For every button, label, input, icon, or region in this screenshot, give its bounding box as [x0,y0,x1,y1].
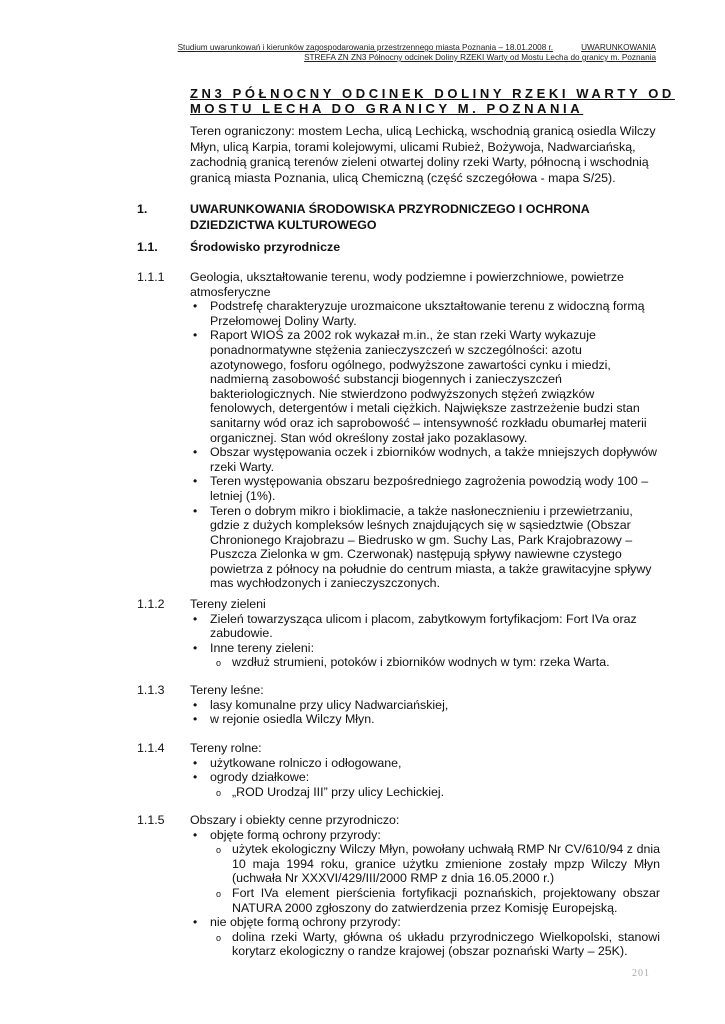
section-1-1-4-number: 1.1.4 [137,741,165,755]
sub-list-item: o wzdłuż strumieni, potoków i zbiorników wodnych w tym: rzeka Warta. [190,655,660,670]
section-1-1-5-list [190,828,660,959]
list-item: • Raport WIOŚ za 2002 rok wykazał m.in., że stan rzeki Warty wykazuje ponadnormatywne stężenia zanieczyszczeń w szczególności: azotu azotynowego, fosforu ogólnego, podwyższone zawartości cynku i miedzi, nadmierną zasobowość substancji biogennych i zanieczyszczeń bakteriologicznych. Nie stwierdzono podwyższonych stężeń związków fenolowych, detergentów i metali ciężkich. Największe zastrzeżenie budzi stan sanitarny wód oraz ich saprobowość – intensywność rozkładu obumarłej materii organicznej. Stan wód określony został jako pozaklasowy. [190,328,660,445]
section-1-1-4 [190,741,660,799]
section-1-1-1-title: Geologia, ukształtowanie terenu, wody podziemne i powierzchniowe, powietrze atmosferyczne [190,270,624,299]
list-item: • lasy komunalne przy ulicy Nadwarciańskiej, [190,698,660,713]
section-1-1-1 [190,270,660,591]
section-1-1-number: 1.1. [137,240,158,254]
list-item: • Obszar występowania oczek i zbiorników wodnych, a także mniejszych dopływów rzeki Warty. [190,445,660,474]
list-item: • Inne tereny zieleni: o wzdłuż strumieni, potoków i zbiorników wodnych w tym: rzeka Warta. [190,641,660,670]
section-1-1-2-title: Tereny zieleni [190,597,266,611]
section-1-1-3 [190,683,660,727]
area-boundary-description: Teren ograniczony: mostem Lecha, ulicą Lechicką, wschodnią granicą osiedla Wilczy Młyn, ulicą Karpia, torami kolejowymi, ulicami Rubież, Bożywoja, Nadwarciańską, zachodnią granicą terenów zieleni otwartej doliny rzeki Warty, północną i wschodnią granicą miasta Poznania, ulicą Chemiczną (część szczegółowa - mapa S/25). [190,124,656,185]
section-1-1-2 [190,597,660,670]
section-1-1-2-number: 1.1.2 [137,597,165,611]
section-1-1-3-title: Tereny leśne: [190,683,264,697]
unprotected-sites-sublist [190,930,660,959]
section-1-1-1-list [190,299,660,591]
sub-list-item: o Fort IVa element pierścienia fortyfikacji poznańskich, projektowany obszar NATURA 2000 zgłoszony do zatwierdzenia przez Komisję Europejską. [190,886,660,915]
section-1-1-3-number: 1.1.3 [137,683,165,697]
list-item: • użytkowane rolniczo i odłogowane, [190,756,660,771]
section-1-1-5-number: 1.1.5 [137,813,165,827]
section-1-number: 1. [137,202,148,216]
header-line-2: STREFA ZN ZN3 Północny odcinek Doliny RZEKI Warty od Mostu Lecha do granicy m. Poznania [304,53,656,62]
sub-list-item: o dolina rzeki Warty, główna oś układu przyrodniczego Wielkopolski, stanowi korytarz ekologiczny o randze krajowej (obszar poznański Warty – 25K). [190,930,660,959]
section-1-1-2-list [190,612,660,670]
list-item: • nie objęte formą ochrony przyrody: o dolina rzeki Warty, główna oś układu przyrodniczego Wielkopolski, stanowi korytarz ekologiczny o randze krajowej (obszar poznański Warty – 25K). [190,915,660,959]
list-item: • Podstrefę charakteryzuje urozmaicone ukształtowanie terenu z widoczną formą Przełomowej Doliny Warty. [190,299,660,328]
list-item: • Teren o dobrym mikro i bioklimacie, a także nasłonecznieniu i przewietrzaniu, gdzie z dużych kompleksów leśnych znajdujących się w sąsiedztwie (Obszar Chronionego Krajobrazu – Biedrusko w gm. Suchy Las, Park Krajobrazowy – Puszcza Zielonka w gm. Czerwonak) następują spływy nawiewne czystego powietrza z północy na południe do centrum miasta, a także grawitacyjne spływy mas wychłodzonych i zanieczyszczonych. [190,504,660,592]
header-line-1 [178,43,656,52]
sub-list-item: o „ROD Urodzaj III” przy ulicy Lechickiej. [190,785,660,800]
section-1-1-2-sublist [190,655,660,670]
section-1-1-3-list [190,698,660,727]
document-title-line-2: MOSTU LECHA DO GRANICY M. POZNANIA [190,101,584,116]
header-study-title: Studium uwarunkowań i kierunków zagospodarowania przestrzennego miasta Poznania – 18.01.2008 r. [177,43,554,52]
list-item: • Teren występowania obszaru bezpośredniego zagrożenia powodzią wody 100 – letniej (1%). [190,474,660,503]
protected-sites-sublist [190,842,660,915]
sub-list-item: o użytek ekologiczny Wilczy Młyn, powołany uchwałą RMP Nr CV/610/94 z dnia 10 maja 1994 roku, granice użytku zmienione zostały mpzp Wilczy Młyn (uchwała Nr XXXVI/429/III/2000 RMP z dnia 16.05.2000 r.) [190,842,660,886]
header-chapter: UWARUNKOWANIA [581,43,656,52]
section-1-1-5-title: Obszary i obiekty cenne przyrodniczo: [190,813,400,827]
section-1-1-4-sublist [190,785,660,800]
list-item: • w rejonie osiedla Wilczy Młyn. [190,712,660,727]
section-1-1-1-number: 1.1.1 [137,270,165,284]
list-item: • Zieleń towarzysząca ulicom i placom, zabytkowym fortyfikacjom: Fort IVa oraz zabudowie. [190,612,660,641]
section-1-1-4-list [190,756,660,800]
page-number: 201 [632,968,650,979]
list-item: • objęte formą ochrony przyrody: o użytek ekologiczny Wilczy Młyn, powołany uchwałą RMP Nr CV/610/94 z dnia 10 maja 1994 roku, granice użytku zmienione zostały mpzp Wilczy Młyn (uchwała Nr XXXVI/429/III/2000 RMP z dnia 16.05.2000 r.) o Fort IVa element pierścienia fortyfikacji poznańskich, projektowany obszar NATURA 2000 zgłoszony do zatwierdzenia przez Komisję Europejską. [190,828,660,916]
list-item: • ogrody działkowe: o „ROD Urodzaj III” przy ulicy Lechickiej. [190,770,660,799]
document-title-line-1: ZN3 PÓŁNOCNY ODCINEK DOLINY RZEKI WARTY OD [190,86,675,101]
section-1-title: UWARUNKOWANIA ŚRODOWISKA PRZYRODNICZEGO I OCHRONA DZIEDZICTWA KULTUROWEGO [190,202,590,232]
section-1-1-5 [190,813,660,959]
section-1-1-title: Środowisko przyrodnicze [190,240,341,254]
section-1-1-4-title: Tereny rolne: [190,741,262,755]
